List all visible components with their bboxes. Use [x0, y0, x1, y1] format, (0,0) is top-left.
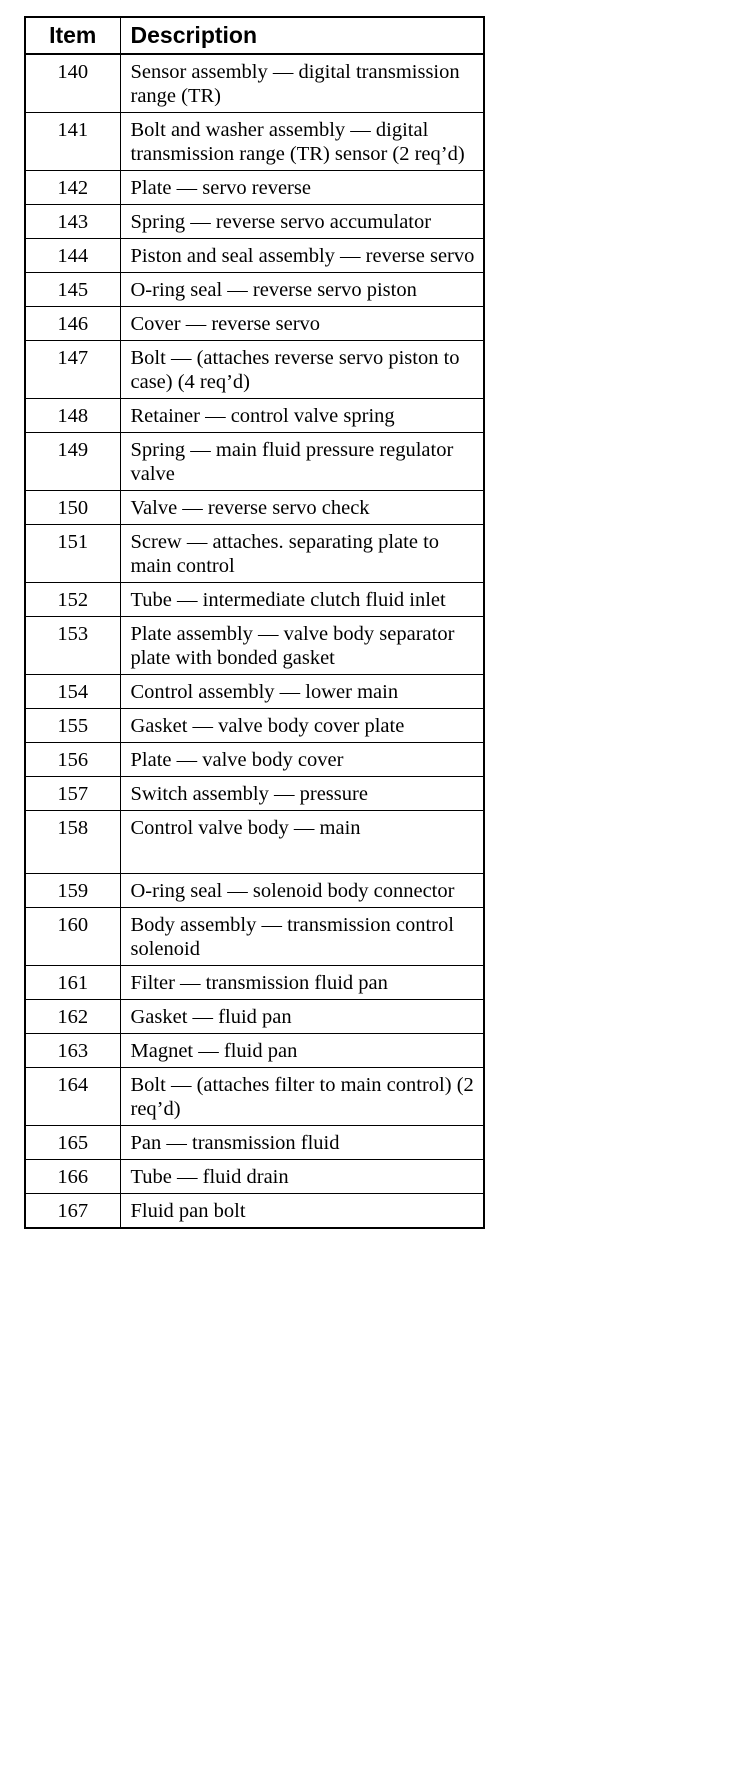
table-header	[25, 17, 484, 54]
table-row	[25, 966, 484, 1000]
description-cell: Magnet — fluid pan	[120, 1034, 484, 1068]
description-cell: Plate assembly — valve body separator plate with bonded gasket	[120, 617, 484, 675]
item-number-cell: 150	[25, 491, 120, 525]
table-row	[25, 433, 484, 491]
parts-table	[24, 16, 485, 1229]
description-cell: O-ring seal — reverse servo piston	[120, 273, 484, 307]
item-number-cell: 143	[25, 205, 120, 239]
description-cell: Switch assembly — pressure	[120, 777, 484, 811]
item-number-cell: 159	[25, 874, 120, 908]
table-row	[25, 273, 484, 307]
table-row	[25, 874, 484, 908]
description-cell: Spring — reverse servo accumulator	[120, 205, 484, 239]
description-cell: Fluid pan bolt	[120, 1194, 484, 1229]
description-cell: Piston and seal assembly — reverse servo	[120, 239, 484, 273]
table-row	[25, 743, 484, 777]
description-cell: Tube — fluid drain	[120, 1160, 484, 1194]
description-cell: Plate — valve body cover	[120, 743, 484, 777]
table-body	[25, 54, 484, 1228]
item-number-cell: 156	[25, 743, 120, 777]
table-row	[25, 1034, 484, 1068]
description-cell: Control valve body — main	[120, 811, 484, 874]
table-row	[25, 709, 484, 743]
description-cell: Plate — servo reverse	[120, 171, 484, 205]
item-number-cell: 141	[25, 113, 120, 171]
description-cell: Sensor assembly — digital transmission range (TR)	[120, 54, 484, 113]
description-cell: Bolt — (attaches reverse servo piston to case) (4 req’d)	[120, 341, 484, 399]
description-cell: Gasket — valve body cover plate	[120, 709, 484, 743]
item-number-cell: 158	[25, 811, 120, 874]
table-row	[25, 307, 484, 341]
table-row	[25, 908, 484, 966]
description-cell: Body assembly — transmission control solenoid	[120, 908, 484, 966]
table-row	[25, 675, 484, 709]
table-row	[25, 1160, 484, 1194]
description-column-header: Description	[120, 17, 484, 54]
item-number-cell: 164	[25, 1068, 120, 1126]
table-row	[25, 171, 484, 205]
item-number-cell: 161	[25, 966, 120, 1000]
item-number-cell: 160	[25, 908, 120, 966]
description-cell: Gasket — fluid pan	[120, 1000, 484, 1034]
item-number-cell: 149	[25, 433, 120, 491]
item-number-cell: 165	[25, 1126, 120, 1160]
description-cell: Bolt — (attaches filter to main control) (2 req’d)	[120, 1068, 484, 1126]
table-row	[25, 777, 484, 811]
table-row	[25, 205, 484, 239]
table-row	[25, 399, 484, 433]
item-column-header: Item	[25, 17, 120, 54]
item-number-cell: 155	[25, 709, 120, 743]
item-number-cell: 148	[25, 399, 120, 433]
header-row	[25, 17, 484, 54]
description-cell: Spring — main fluid pressure regulator valve	[120, 433, 484, 491]
description-cell: Cover — reverse servo	[120, 307, 484, 341]
item-number-cell: 147	[25, 341, 120, 399]
item-number-cell: 145	[25, 273, 120, 307]
description-cell: Control assembly — lower main	[120, 675, 484, 709]
table-row	[25, 1068, 484, 1126]
table-row	[25, 491, 484, 525]
item-number-cell: 151	[25, 525, 120, 583]
table-row	[25, 525, 484, 583]
description-cell: Valve — reverse servo check	[120, 491, 484, 525]
table-row	[25, 239, 484, 273]
item-number-cell: 163	[25, 1034, 120, 1068]
description-cell: Pan — transmission fluid	[120, 1126, 484, 1160]
description-cell: Screw — attaches. separating plate to main control	[120, 525, 484, 583]
table-row	[25, 617, 484, 675]
item-number-cell: 167	[25, 1194, 120, 1229]
table-row	[25, 1000, 484, 1034]
table-row	[25, 113, 484, 171]
table-row	[25, 811, 484, 874]
description-cell: Bolt and washer assembly — digital transmission range (TR) sensor (2 req’d)	[120, 113, 484, 171]
description-cell: O-ring seal — solenoid body connector	[120, 874, 484, 908]
item-number-cell: 157	[25, 777, 120, 811]
item-number-cell: 152	[25, 583, 120, 617]
item-number-cell: 153	[25, 617, 120, 675]
table-row	[25, 1194, 484, 1229]
table-row	[25, 583, 484, 617]
table-row	[25, 1126, 484, 1160]
item-number-cell: 162	[25, 1000, 120, 1034]
table-row	[25, 341, 484, 399]
description-cell: Retainer — control valve spring	[120, 399, 484, 433]
item-number-cell: 166	[25, 1160, 120, 1194]
description-cell: Filter — transmission fluid pan	[120, 966, 484, 1000]
item-number-cell: 140	[25, 54, 120, 113]
item-number-cell: 144	[25, 239, 120, 273]
item-number-cell: 154	[25, 675, 120, 709]
description-cell: Tube — intermediate clutch fluid inlet	[120, 583, 484, 617]
item-number-cell: 146	[25, 307, 120, 341]
item-number-cell: 142	[25, 171, 120, 205]
table-row	[25, 54, 484, 113]
